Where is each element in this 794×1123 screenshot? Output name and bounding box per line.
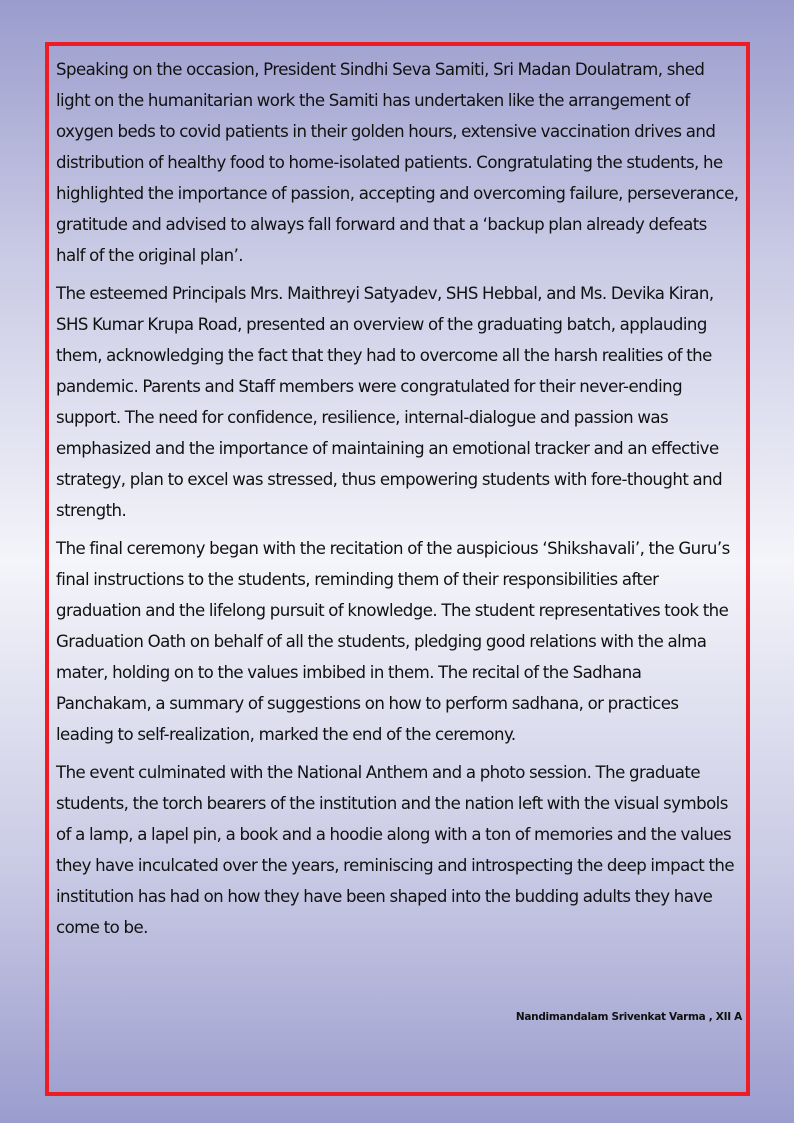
paragraph-event-conclusion: The event culminated with the National Anthem and a photo session. The graduate students, the torch bearers of the institution and the nation left with the visual symbols of a lamp, a lapel pin, a book and a hoodie along with a ton of memories and the values they have inculcated over the years, reminiscing and introspecting the deep impact the institution has had on how they have been shaped into the budding adults they have come to be.	[56, 763, 735, 937]
article-body	[56, 54, 739, 950]
article-frame	[45, 42, 750, 1096]
paragraph-final-ceremony: The final ceremony began with the recitation of the auspicious ‘Shikshavali’, the Guru’s final instructions to the students, reminding them of their responsibilities after graduation and the lifelong pursuit of knowledge. The student representatives took the Graduation Oath on behalf of all the students, pledging good relations with the alma mater, holding on to the values imbibed in them. The recital of the Sadhana Panchakam, a summary of suggestions on how to perform sadhana, or practices leading to self-realization, marked the end of the ceremony.	[56, 539, 730, 744]
author-signature: Nandimandalam Srivenkat Varma , XII A	[515, 1011, 742, 1023]
paragraph-principals-overview: The esteemed Principals Mrs. Maithreyi Satyadev, SHS Hebbal, and Ms. Devika Kiran, SHS Kumar Krupa Road, presented an overview of the graduating batch, applauding them, acknowledging the fact that they had to overcome all the harsh realities of the pandemic. Parents and Staff members were congratulated for their never-ending support. The need for confidence, resilience, internal-dialogue and passion was emphasized and the importance of maintaining an emotional tracker and an effective strategy, plan to excel was stressed, thus empowering students with fore-thought and strength.	[56, 284, 723, 520]
paragraph-president-speech: Speaking on the occasion, President Sindhi Seva Samiti, Sri Madan Doulatram, shed light on the humanitarian work the Samiti has undertaken like the arrangement of oxygen beds to covid patients in their golden hours, extensive vaccination drives and distribution of healthy food to home-isolated patients. Congratulating the students, he highlighted the importance of passion, accepting and overcoming failure, perseverance, gratitude and advised to always fall forward and that a ‘backup plan already defeats half of the original plan’.	[56, 60, 739, 265]
